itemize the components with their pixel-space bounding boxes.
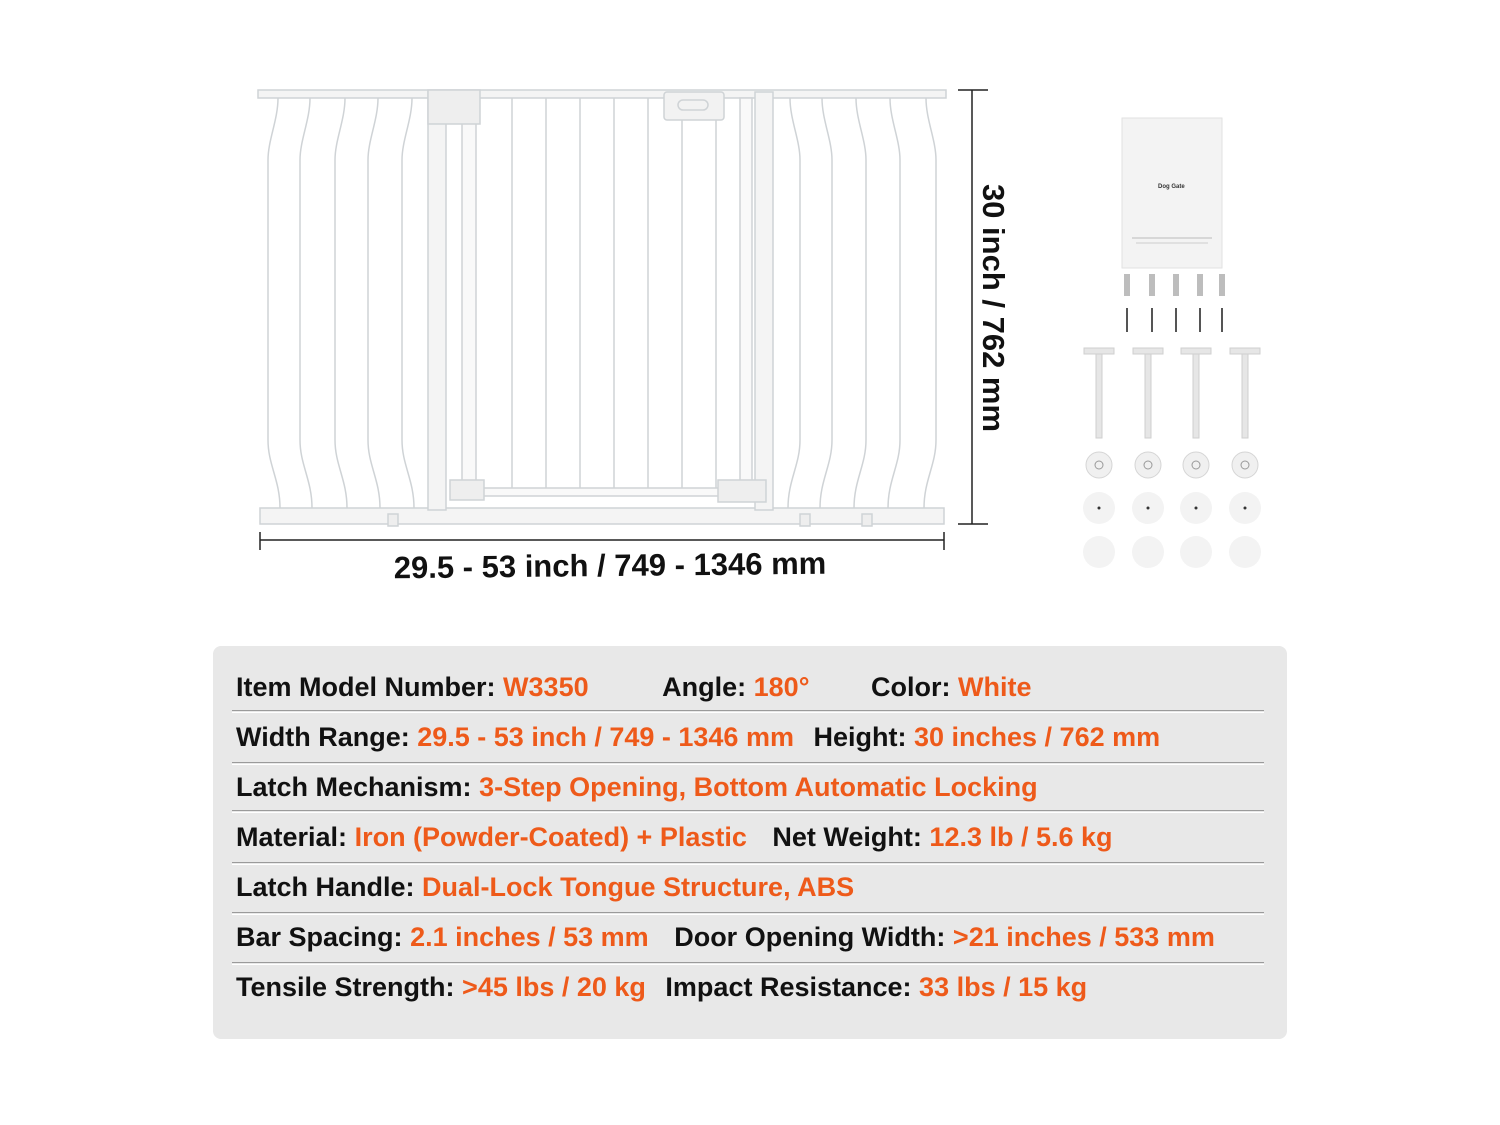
- spec-row-tensile: [236, 967, 1087, 1007]
- spec-row-bar-spacing: [236, 917, 1215, 957]
- spec-value: 180°: [753, 672, 810, 702]
- height-dimension-label: 30 inch / 762 mm: [976, 183, 1011, 433]
- spec-value: 30 inches / 762 mm: [913, 722, 1161, 752]
- spec-label: Item Model Number:: [236, 672, 496, 702]
- spec-row-material: [236, 817, 1113, 857]
- spec-value: 33 lbs / 15 kg: [919, 972, 1088, 1002]
- spec-row-width: [236, 717, 1160, 757]
- spec-label: Width Range:: [236, 722, 410, 752]
- divider: [232, 962, 1264, 963]
- divider: [232, 810, 1264, 811]
- spec-value: Iron (Powder-Coated) + Plastic: [354, 822, 747, 852]
- divider: [232, 862, 1264, 863]
- spec-label: Angle:: [662, 672, 747, 702]
- divider: [232, 762, 1264, 763]
- spec-value: >45 lbs / 20 kg: [462, 972, 646, 1002]
- divider: [232, 710, 1264, 711]
- spec-label: Color:: [871, 672, 951, 702]
- spec-label: Height:: [813, 722, 907, 752]
- spec-value: 29.5 - 53 inch / 749 - 1346 mm: [417, 722, 794, 752]
- spec-label: Latch Mechanism:: [236, 772, 472, 802]
- spec-row-latch-handle: [236, 867, 854, 907]
- spec-label: Impact Resistance:: [665, 972, 912, 1002]
- spec-value: 2.1 inches / 53 mm: [410, 922, 649, 952]
- spec-label: Tensile Strength:: [236, 972, 455, 1002]
- accessories-image: [1070, 110, 1290, 580]
- spec-label: Bar Spacing:: [236, 922, 403, 952]
- gate-image: [250, 80, 1010, 550]
- spec-value: Dual-Lock Tongue Structure, ABS: [422, 872, 855, 902]
- spec-label: Latch Handle:: [236, 872, 415, 902]
- divider: [232, 912, 1264, 913]
- width-dimension-label: 29.5 - 53 inch / 749 - 1346 mm: [393, 545, 827, 586]
- spec-label: Door Opening Width:: [674, 922, 946, 952]
- spec-label: Net Weight:: [772, 822, 922, 852]
- spec-label: Material:: [236, 822, 348, 852]
- spec-row-model: [236, 667, 1032, 707]
- spec-value: 3-Step Opening, Bottom Automatic Locking: [479, 772, 1038, 802]
- spec-row-latch-mechanism: [236, 767, 1038, 807]
- spec-value: White: [958, 672, 1032, 702]
- spec-value: 12.3 lb / 5.6 kg: [929, 822, 1113, 852]
- booklet-title: Dog Gate: [1158, 184, 1185, 190]
- spec-value: >21 inches / 533 mm: [952, 922, 1215, 952]
- spec-value: W3350: [503, 672, 589, 702]
